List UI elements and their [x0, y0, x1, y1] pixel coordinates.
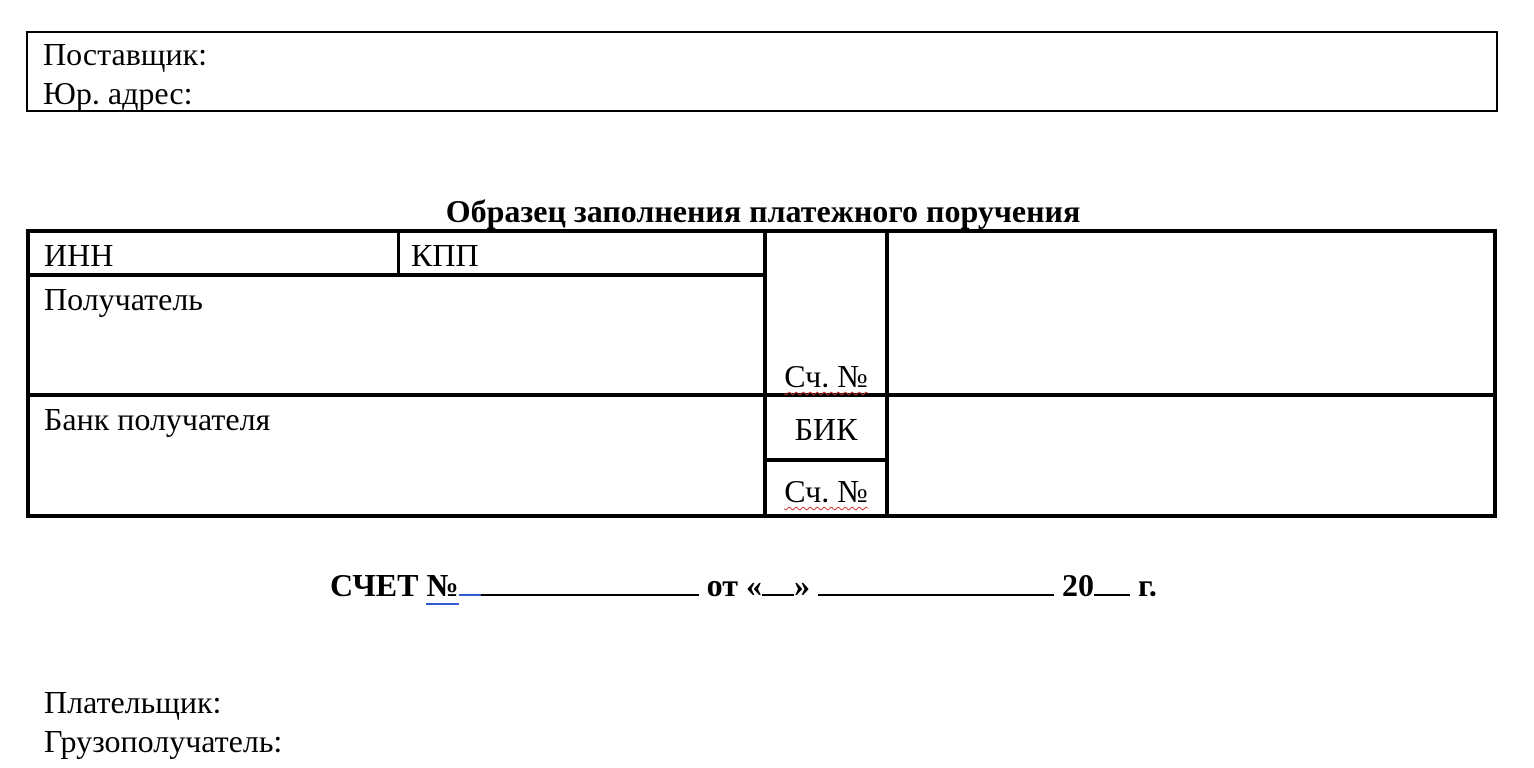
consignee-label: Грузополучатель: — [44, 723, 283, 759]
payer-label: Плательщик: — [44, 684, 222, 720]
recipient-bank-label: Банк получателя — [44, 401, 271, 437]
invoice-prefix: СЧЕТ — [330, 567, 419, 603]
account-abbrev-bank: Сч. № — [784, 473, 868, 509]
account-label-recipient — [767, 358, 885, 394]
invoice-line — [330, 566, 1157, 603]
invoice-number-blank-short — [459, 566, 481, 596]
invoice-from-label: от « — [706, 567, 762, 603]
supplier-box — [26, 31, 1498, 112]
invoice-number-sign: № — [426, 567, 459, 603]
table-divider-inn-kpp — [397, 233, 400, 276]
table-divider-middle — [30, 393, 1493, 397]
table-divider-bik — [767, 458, 885, 462]
account-label-bank — [767, 473, 885, 509]
inn-label: ИНН — [44, 237, 114, 273]
payment-order-table — [26, 229, 1497, 518]
invoice-month-blank — [818, 566, 1054, 596]
recipient-label: Получатель — [44, 281, 203, 317]
invoice-day-blank — [762, 566, 794, 596]
legal-address-label: Юр. адрес: — [43, 75, 193, 111]
invoice-year-suffix: г. — [1137, 567, 1157, 603]
bik-label: БИК — [794, 411, 858, 447]
supplier-label: Поставщик: — [43, 36, 207, 72]
invoice-quote-close: » — [793, 567, 810, 603]
invoice-year-blank — [1094, 566, 1130, 596]
account-abbrev: Сч. № — [784, 358, 868, 394]
kpp-label: КПП — [411, 237, 479, 273]
invoice-number-blank — [481, 566, 699, 596]
table-divider-vertical-2 — [885, 233, 889, 514]
table-divider-inn-row — [30, 273, 763, 277]
payment-sample-title: Образец заполнения платежного поручения — [445, 193, 1081, 229]
invoice-year-prefix: 20 — [1061, 567, 1094, 603]
